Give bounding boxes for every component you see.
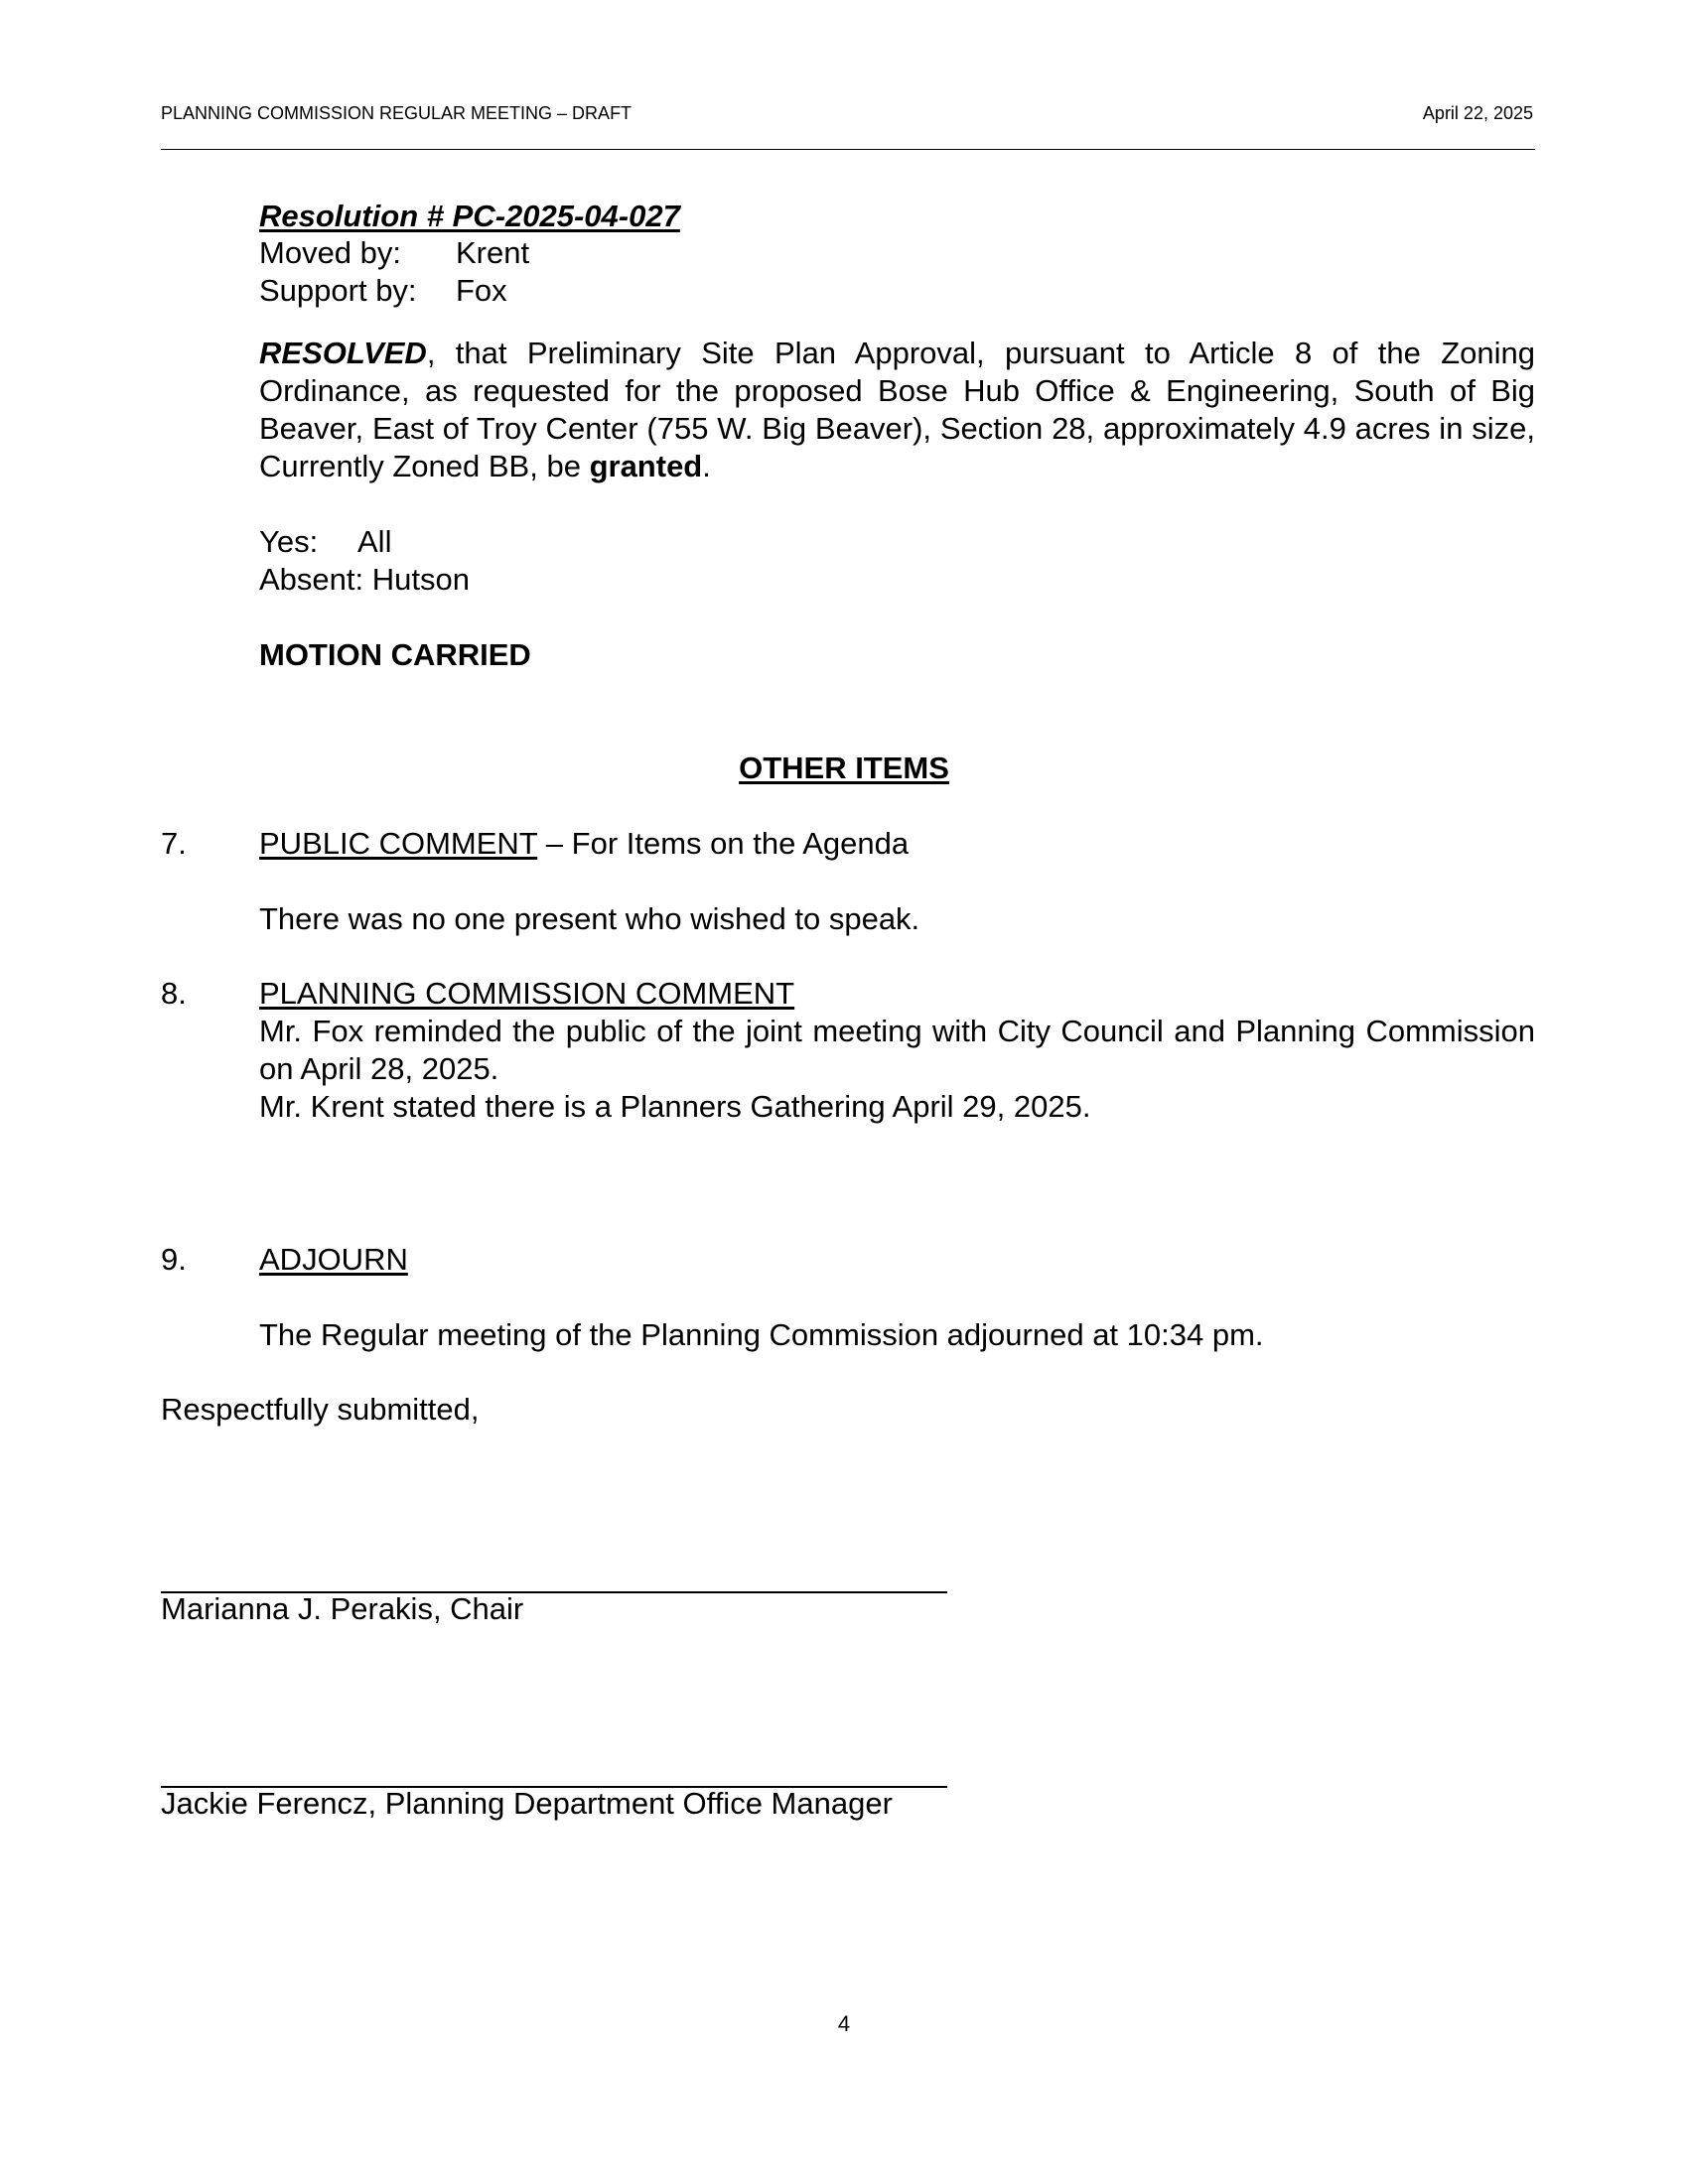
- support-by-label: Support by:: [259, 273, 417, 308]
- item-number: 7.: [161, 826, 187, 861]
- item-body: There was no one present who wished to speak.: [259, 901, 920, 936]
- resolution-paragraph: [259, 335, 1535, 485]
- resolved-emphasis: granted: [589, 449, 703, 483]
- moved-by-row: [259, 234, 529, 272]
- signature-name: Marianna J. Perakis, Chair: [161, 1591, 524, 1626]
- section-heading: [0, 751, 1688, 786]
- item-heading: [259, 825, 909, 863]
- vote-yes-row: [259, 523, 391, 561]
- item-body: Mr. Fox reminded the public of the joint meeting with City Council and Planning Commission on April 28, 2025.: [259, 1014, 1535, 1086]
- item-number: 9.: [161, 1242, 187, 1277]
- resolved-text: , that Preliminary Site Plan Approval, pursuant to Article 8 of the Zoning Ordinance, as requested for the proposed Bose Hub Office & Engineering, South of Big Beaver, East of Troy Center (755 W. Big Beaver), Section 28, approximately 4.9 acres in size, Currently Zoned BB, be: [259, 336, 1535, 483]
- item-title: PUBLIC COMMENT: [259, 826, 538, 861]
- vote-absent-label: Absent:: [259, 562, 364, 597]
- header-title: PLANNING COMMISSION REGULAR MEETING – DRAFT: [161, 103, 633, 123]
- header-rule: [161, 149, 1535, 150]
- item-suffix: – For Items on the Agenda: [537, 826, 910, 861]
- closing-text: Respectfully submitted,: [161, 1392, 480, 1427]
- item-heading: [259, 975, 794, 1013]
- moved-by-value: Krent: [456, 235, 530, 270]
- vote-yes-label: Yes:: [259, 524, 319, 559]
- item-body-second: Mr. Krent stated there is a Planners Gathering April 29, 2025.: [259, 1089, 1091, 1124]
- support-by-value: Fox: [456, 273, 507, 308]
- resolved-lead: RESOLVED: [259, 336, 427, 370]
- item-title: PLANNING COMMISSION COMMENT: [259, 976, 795, 1011]
- vote-absent-value: Hutson: [371, 562, 470, 597]
- resolved-end: .: [702, 449, 711, 483]
- signature-name: Jackie Ferencz, Planning Department Office Manager: [161, 1786, 893, 1821]
- vote-absent-row: [259, 561, 470, 599]
- support-by-row: [259, 272, 507, 310]
- motion-outcome: MOTION CARRIED: [259, 637, 531, 672]
- item-body: The Regular meeting of the Planning Commission adjourned at 10:34 pm.: [259, 1317, 1264, 1352]
- vote-yes-value: All: [357, 524, 392, 559]
- header-date: April 22, 2025: [1422, 103, 1533, 123]
- page-number: 4: [837, 2011, 851, 2036]
- item-heading: [259, 1241, 408, 1279]
- moved-by-label: Moved by:: [259, 235, 402, 270]
- item-title: ADJOURN: [259, 1242, 408, 1277]
- section-heading-text: OTHER ITEMS: [739, 751, 949, 785]
- item-number: 8.: [161, 976, 187, 1011]
- resolution-title: Resolution # PC-2025-04-027: [259, 199, 680, 233]
